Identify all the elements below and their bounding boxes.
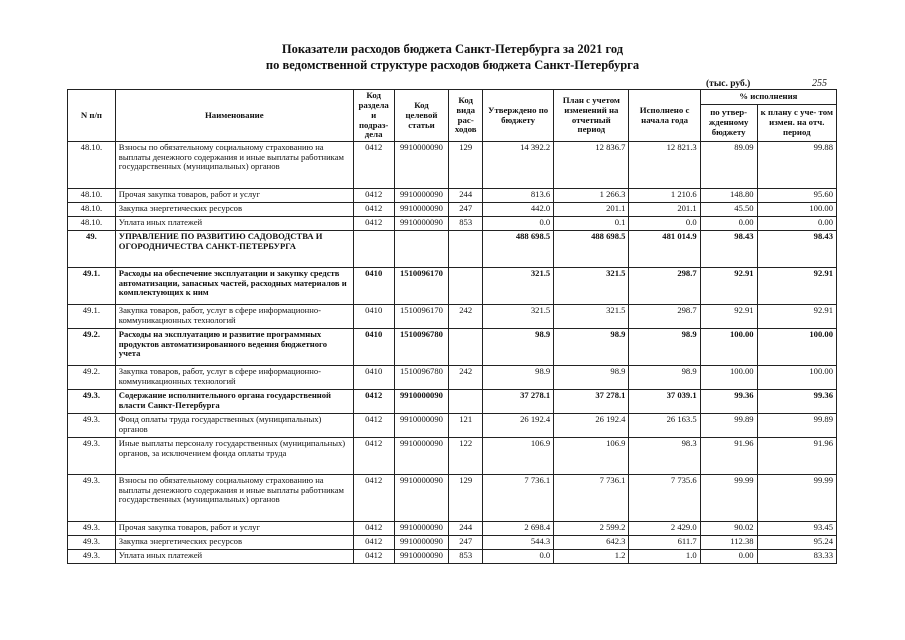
row-number: 49.3.	[68, 414, 116, 438]
row-pct-plan: 91.96	[757, 438, 836, 475]
row-pct-plan: 99.99	[757, 475, 836, 522]
row-name: Уплата иных платежей	[115, 550, 353, 564]
row-vid: 244	[449, 189, 483, 203]
table-row	[68, 329, 837, 366]
row-number: 49.3.	[68, 390, 116, 414]
row-name: Взносы по обязательному социальному страхованию на выплаты денежного содержания и иные выплаты работникам государственных (муниципальных) органов	[115, 142, 353, 189]
row-pct-approved: 99.99	[700, 475, 757, 522]
row-number: 49.2.	[68, 329, 116, 366]
row-plan: 1 266.3	[554, 189, 629, 203]
row-plan: 98.9	[554, 366, 629, 390]
row-pct-plan: 95.60	[757, 189, 836, 203]
row-plan: 7 736.1	[554, 475, 629, 522]
row-name: Прочая закупка товаров, работ и услуг	[115, 522, 353, 536]
row-executed: 0.0	[629, 217, 700, 231]
row-plan: 106.9	[554, 438, 629, 475]
row-pct-approved: 148.80	[700, 189, 757, 203]
row-name: Закупка товаров, работ, услуг в сфере информационно-коммуникационных технологий	[115, 366, 353, 390]
row-pct-approved: 91.96	[700, 438, 757, 475]
header-isp: Исполнено с начала года	[629, 90, 700, 142]
row-pct-approved: 0.00	[700, 217, 757, 231]
header-name: Наименование	[115, 90, 353, 142]
row-pct-approved: 90.02	[700, 522, 757, 536]
row-pct-plan: 83.33	[757, 550, 836, 564]
row-approved: 2 698.4	[482, 522, 553, 536]
table-row	[68, 305, 837, 329]
header-np: N п/п	[68, 90, 116, 142]
row-approved: 321.5	[482, 268, 553, 305]
row-plan: 12 836.7	[554, 142, 629, 189]
row-statya: 9910000090	[394, 390, 449, 414]
row-pct-plan: 100.00	[757, 329, 836, 366]
row-pct-plan: 93.45	[757, 522, 836, 536]
row-executed: 12 821.3	[629, 142, 700, 189]
row-plan: 1.2	[554, 550, 629, 564]
row-vid	[449, 231, 483, 268]
row-statya: 9910000090	[394, 217, 449, 231]
row-approved: 544.3	[482, 536, 553, 550]
row-number: 49.1.	[68, 305, 116, 329]
table-row	[68, 438, 837, 475]
row-razdel: 0412	[353, 189, 394, 203]
row-vid	[449, 329, 483, 366]
row-name: Содержание исполнительного органа государственной власти Санкт-Петербурга	[115, 390, 353, 414]
row-pct-plan: 99.88	[757, 142, 836, 189]
row-plan: 321.5	[554, 305, 629, 329]
row-pct-plan: 98.43	[757, 231, 836, 268]
row-name: Закупка товаров, работ, услуг в сфере информационно-коммуникационных технологий	[115, 305, 353, 329]
row-vid: 129	[449, 475, 483, 522]
row-number: 49.1.	[68, 268, 116, 305]
row-approved: 7 736.1	[482, 475, 553, 522]
budget-table	[67, 89, 837, 564]
row-plan: 98.9	[554, 329, 629, 366]
row-pct-plan: 99.89	[757, 414, 836, 438]
table-body	[68, 142, 837, 564]
row-executed: 1 210.6	[629, 189, 700, 203]
row-plan: 2 599.2	[554, 522, 629, 536]
table-row	[68, 522, 837, 536]
row-name: Закупка энергетических ресурсов	[115, 203, 353, 217]
row-statya: 1510096780	[394, 329, 449, 366]
row-approved: 0.0	[482, 217, 553, 231]
row-vid: 121	[449, 414, 483, 438]
row-statya: 9910000090	[394, 438, 449, 475]
row-approved: 442.0	[482, 203, 553, 217]
row-razdel	[353, 231, 394, 268]
row-executed: 98.9	[629, 366, 700, 390]
header-utv: Утверждено по бюджету	[482, 90, 553, 142]
row-plan: 37 278.1	[554, 390, 629, 414]
header-pct-plan: к плану с уче- том измен. на отч. период	[757, 104, 836, 142]
table-row	[68, 142, 837, 189]
row-executed: 298.7	[629, 268, 700, 305]
row-vid: 129	[449, 142, 483, 189]
row-pct-approved: 98.43	[700, 231, 757, 268]
row-statya: 9910000090	[394, 142, 449, 189]
row-number: 48.10.	[68, 189, 116, 203]
units-label: (тыс. руб.)	[706, 79, 751, 89]
row-pct-approved: 112.38	[700, 536, 757, 550]
row-plan: 642.3	[554, 536, 629, 550]
row-razdel: 0412	[353, 438, 394, 475]
header-pct-utv: по утвер- жденному бюджету	[700, 104, 757, 142]
row-executed: 1.0	[629, 550, 700, 564]
page-title-line-1: Показатели расходов бюджета Санкт-Петербурга за 2021 год	[281, 42, 624, 56]
row-name: Прочая закупка товаров, работ и услуг	[115, 189, 353, 203]
row-approved: 26 192.4	[482, 414, 553, 438]
row-statya: 9910000090	[394, 414, 449, 438]
row-number: 49.3.	[68, 536, 116, 550]
row-vid	[449, 390, 483, 414]
row-razdel: 0412	[353, 550, 394, 564]
row-number: 49.3.	[68, 550, 116, 564]
row-executed: 37 039.1	[629, 390, 700, 414]
row-razdel: 0412	[353, 414, 394, 438]
row-approved: 14 392.2	[482, 142, 553, 189]
row-pct-approved: 92.91	[700, 268, 757, 305]
table-row	[68, 550, 837, 564]
row-razdel: 0412	[353, 475, 394, 522]
row-pct-approved: 100.00	[700, 329, 757, 366]
row-executed: 298.7	[629, 305, 700, 329]
page-title-line-2: по ведомственной структуре расходов бюджета Санкт-Петербурга	[265, 58, 640, 72]
row-number: 48.10.	[68, 142, 116, 189]
row-number: 49.3.	[68, 522, 116, 536]
row-approved: 98.9	[482, 329, 553, 366]
header-razdel: Код раздела и подраз- дела	[353, 90, 394, 142]
row-statya: 1510096170	[394, 268, 449, 305]
row-executed: 98.9	[629, 329, 700, 366]
row-vid: 853	[449, 550, 483, 564]
row-number: 49.2.	[68, 366, 116, 390]
table-row	[68, 217, 837, 231]
row-approved: 98.9	[482, 366, 553, 390]
row-number: 48.10.	[68, 203, 116, 217]
row-pct-approved: 92.91	[700, 305, 757, 329]
row-vid: 247	[449, 203, 483, 217]
row-executed: 7 735.6	[629, 475, 700, 522]
row-razdel: 0410	[353, 268, 394, 305]
row-name: Уплата иных платежей	[115, 217, 353, 231]
row-plan: 0.1	[554, 217, 629, 231]
row-name: УПРАВЛЕНИЕ ПО РАЗВИТИЮ САДОВОДСТВА И ОГОРОДНИЧЕСТВА САНКТ-ПЕТЕРБУРГА	[115, 231, 353, 268]
row-approved: 488 698.5	[482, 231, 553, 268]
table-row	[68, 203, 837, 217]
row-pct-approved: 45.50	[700, 203, 757, 217]
row-approved: 37 278.1	[482, 390, 553, 414]
table-row	[68, 366, 837, 390]
row-pct-plan: 92.91	[757, 305, 836, 329]
row-razdel: 0410	[353, 329, 394, 366]
row-statya: 9910000090	[394, 203, 449, 217]
row-number: 49.	[68, 231, 116, 268]
row-pct-plan: 92.91	[757, 268, 836, 305]
row-statya: 1510096170	[394, 305, 449, 329]
row-pct-plan: 0.00	[757, 217, 836, 231]
row-vid: 122	[449, 438, 483, 475]
row-pct-approved: 99.36	[700, 390, 757, 414]
header-vid: Код вида рас- ходов	[449, 90, 483, 142]
row-pct-approved: 89.09	[700, 142, 757, 189]
row-razdel: 0412	[353, 142, 394, 189]
row-pct-plan: 100.00	[757, 366, 836, 390]
row-vid: 242	[449, 366, 483, 390]
row-pct-approved: 100.00	[700, 366, 757, 390]
row-executed: 2 429.0	[629, 522, 700, 536]
row-razdel: 0410	[353, 305, 394, 329]
row-statya: 1510096780	[394, 366, 449, 390]
row-vid: 244	[449, 522, 483, 536]
row-approved: 813.6	[482, 189, 553, 203]
row-pct-approved: 99.89	[700, 414, 757, 438]
row-executed: 26 163.5	[629, 414, 700, 438]
row-name: Расходы на обеспечение эксплуатации и закупку средств автоматизации, запасных частей, расходных материалов и комплектующих к ним	[115, 268, 353, 305]
header-statya: Код целевой статьи	[394, 90, 449, 142]
row-razdel: 0412	[353, 203, 394, 217]
row-statya: 9910000090	[394, 475, 449, 522]
row-statya: 9910000090	[394, 522, 449, 536]
row-razdel: 0412	[353, 390, 394, 414]
row-executed: 481 014.9	[629, 231, 700, 268]
table-row	[68, 414, 837, 438]
row-plan: 321.5	[554, 268, 629, 305]
table-row	[68, 189, 837, 203]
row-vid	[449, 268, 483, 305]
row-approved: 321.5	[482, 305, 553, 329]
row-plan: 201.1	[554, 203, 629, 217]
row-plan: 26 192.4	[554, 414, 629, 438]
table-row	[68, 536, 837, 550]
row-approved: 106.9	[482, 438, 553, 475]
row-statya: 9910000090	[394, 189, 449, 203]
table-row	[68, 268, 837, 305]
header-pct: % исполнения	[700, 90, 836, 105]
table-row	[68, 390, 837, 414]
row-razdel: 0412	[353, 522, 394, 536]
row-number: 49.3.	[68, 475, 116, 522]
row-executed: 98.3	[629, 438, 700, 475]
row-approved: 0.0	[482, 550, 553, 564]
row-vid: 242	[449, 305, 483, 329]
row-plan: 488 698.5	[554, 231, 629, 268]
row-vid: 853	[449, 217, 483, 231]
row-statya: 9910000090	[394, 550, 449, 564]
row-name: Иные выплаты персоналу государственных (муниципальных) органов, за исключением фонда оплаты труда	[115, 438, 353, 475]
row-razdel: 0410	[353, 366, 394, 390]
table-row	[68, 475, 837, 522]
row-statya: 9910000090	[394, 536, 449, 550]
row-pct-approved: 0.00	[700, 550, 757, 564]
row-number: 48.10.	[68, 217, 116, 231]
page-number: 255	[812, 78, 827, 89]
row-name: Расходы на эксплуатацию и развитие программных продуктов автоматизированного ведения бюджетного учета	[115, 329, 353, 366]
row-name: Закупка энергетических ресурсов	[115, 536, 353, 550]
table-row	[68, 231, 837, 268]
row-pct-plan: 95.24	[757, 536, 836, 550]
row-razdel: 0412	[353, 536, 394, 550]
row-name: Фонд оплаты труда государственных (муниципальных) органов	[115, 414, 353, 438]
row-executed: 201.1	[629, 203, 700, 217]
row-executed: 611.7	[629, 536, 700, 550]
row-statya	[394, 231, 449, 268]
row-vid: 247	[449, 536, 483, 550]
header-plan: План с учетом изменений на отчетный период	[554, 90, 629, 142]
row-pct-plan: 100.00	[757, 203, 836, 217]
row-name: Взносы по обязательному социальному страхованию на выплаты денежного содержания и иные выплаты работникам государственных (муниципальных) органов	[115, 475, 353, 522]
row-pct-plan: 99.36	[757, 390, 836, 414]
row-number: 49.3.	[68, 438, 116, 475]
row-razdel: 0412	[353, 217, 394, 231]
